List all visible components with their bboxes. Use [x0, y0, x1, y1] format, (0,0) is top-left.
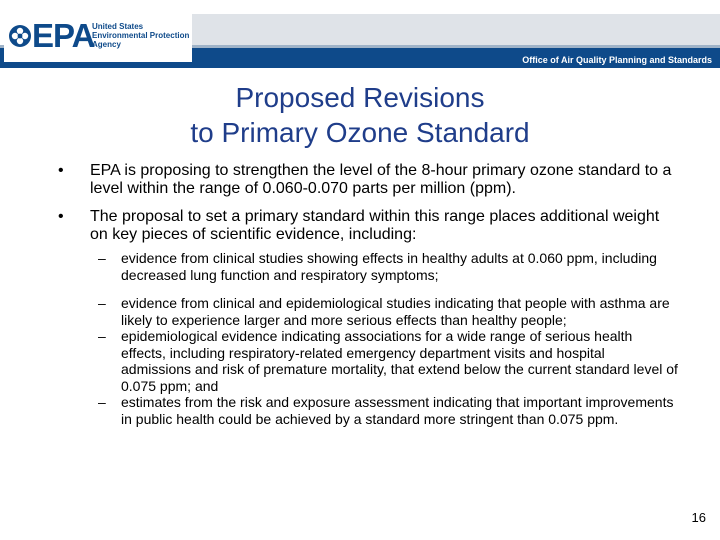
agency-line: United States — [92, 22, 144, 31]
sub-bullet-list — [98, 250, 678, 427]
sub-bullet-item — [98, 394, 678, 427]
sub-bullet-marker: – — [98, 295, 106, 311]
title-line: Proposed Revisions — [235, 82, 485, 113]
page-number: 16 — [691, 510, 706, 525]
sub-bullet-text: evidence from clinical studies showing effects in healthy adults at 0.060 ppm, including decreased lung function and respiratory symptoms; — [121, 250, 657, 283]
sub-bullet-item — [98, 328, 678, 394]
epa-logo-text: EPA — [32, 17, 95, 54]
bullet-marker: • — [58, 208, 64, 225]
sub-bullet-text: epidemiological evidence indicating associations for a wide range of serious health effects, including respiratory-related emergency department visits and hospital admissions and risk of premature mortality, that extend below the current standard level of 0.075 ppm; and — [121, 328, 678, 394]
sub-bullet-text: estimates from the risk and exposure assessment indicating that important improvements in public health could be achieved by a standard more stringent than 0.075 ppm. — [121, 394, 674, 427]
epa-flower-emblem-icon — [8, 24, 32, 48]
bullet-marker: • — [58, 162, 64, 179]
slide-body — [58, 162, 678, 427]
title-line: to Primary Ozone Standard — [190, 117, 530, 148]
sub-bullet-text: evidence from clinical and epidemiological studies indicating that people with asthma are likely to experience larger and more serious effects than healthy people; — [121, 295, 670, 328]
slide-title — [0, 80, 720, 150]
sub-bullet-marker: – — [98, 328, 106, 344]
bullet-text: EPA is proposing to strengthen the level of the 8-hour primary ozone standard to a level within the range of 0.060-0.070 parts per million (ppm). — [90, 162, 672, 197]
slide-header — [0, 0, 720, 68]
bullet-item — [58, 162, 678, 198]
sub-bullet-marker: – — [98, 250, 106, 266]
sub-bullet-item — [98, 295, 678, 328]
office-name: Office of Air Quality Planning and Standards — [522, 55, 712, 65]
agency-name — [92, 22, 189, 49]
bullet-item — [58, 208, 678, 244]
agency-line: Environmental Protection — [92, 31, 190, 40]
bullet-text: The proposal to set a primary standard within this range places additional weight on key pieces of scientific evidence, including: — [90, 208, 660, 243]
sub-bullet-item — [98, 250, 678, 283]
sub-bullet-marker: – — [98, 394, 106, 410]
agency-line: Agency — [92, 40, 121, 49]
